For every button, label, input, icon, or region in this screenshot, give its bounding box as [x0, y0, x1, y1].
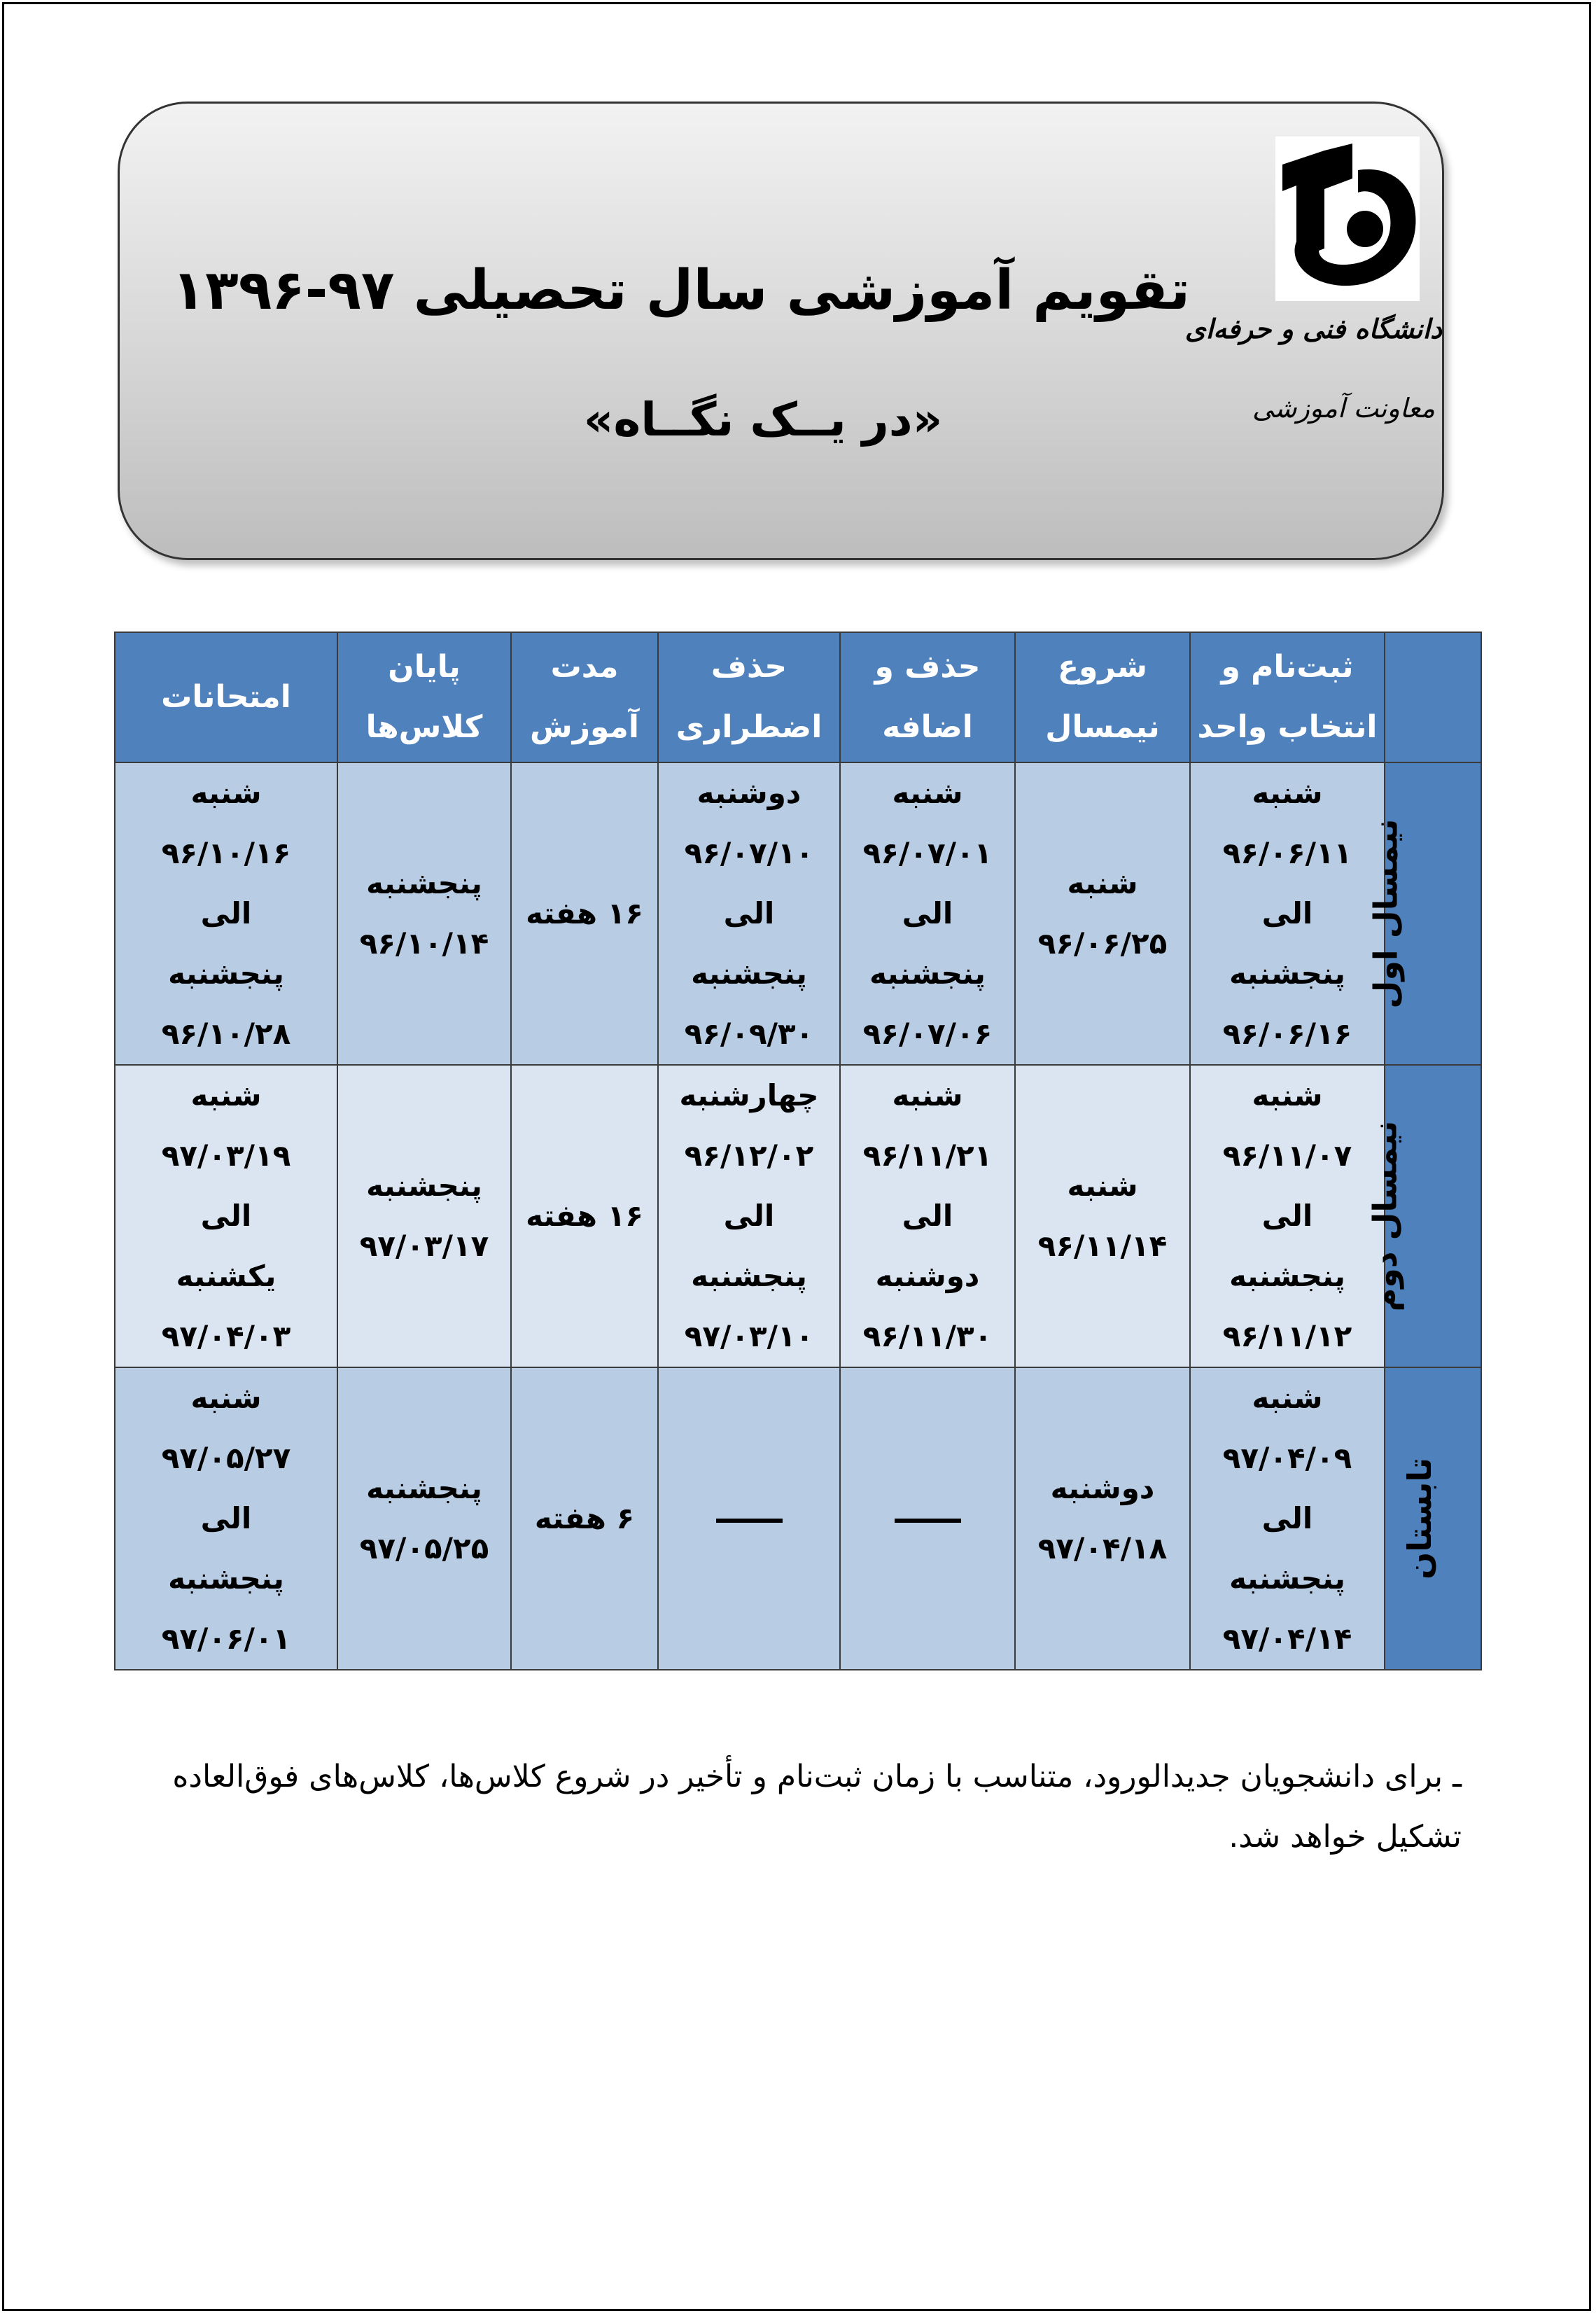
cell-line: الی [200, 896, 252, 930]
cell-line: پنجشنبه [691, 956, 807, 991]
cell-line: شنبه [190, 1381, 262, 1415]
header-classes-end: پایان کلاس‌ها [337, 632, 511, 762]
cell-line: ۹۷/۰۴/۱۴ [1222, 1621, 1352, 1656]
cell-line: ۹۷/۰۳/۱۹ [161, 1138, 291, 1173]
table-row [115, 1065, 1481, 1367]
cell-registration [1190, 1367, 1385, 1670]
cell-line: دوشنبه [696, 776, 802, 810]
cell-classes-end [337, 1065, 511, 1367]
cell-line: الی [902, 896, 953, 930]
cell-line: ۹۶/۰۷/۰۱ [862, 836, 993, 870]
cell-line: دوشنبه [875, 1259, 980, 1293]
cell-duration [511, 762, 658, 1065]
cell-line: ۹۷/۰۴/۰۳ [161, 1319, 291, 1353]
header-duration: مدت آموزش [511, 632, 658, 762]
cell-line: ۹۶/۱۲/۰۲ [684, 1138, 814, 1173]
cell-line: شنبه [1252, 1381, 1323, 1415]
cell-line: الی [200, 1501, 252, 1535]
university-logo-icon [1275, 137, 1420, 301]
cell-line: ۹۶/۱۰/۲۸ [161, 1017, 291, 1051]
cell-line: ۹۶/۱۰/۱۴ [359, 926, 489, 961]
table-row [115, 1367, 1481, 1670]
header-corner [1385, 632, 1481, 762]
cell-line: ۹۷/۰۳/۱۷ [359, 1229, 489, 1263]
cell-line: شنبه [1252, 776, 1323, 810]
cell-line: ۹۶/۰۶/۱۶ [1222, 1017, 1352, 1051]
footnote: ـ برای دانشجویان جدیدالورود، متناسب با زمان ثبت‌نام و تأخیر در شروع کلاس‌ها، کلاس‌های فوق‌العاده تشکیل خواهد شد. [172, 1759, 1462, 1855]
cell-line: ۹۶/۱۱/۳۰ [862, 1319, 993, 1353]
cell-term-start [1015, 1065, 1190, 1367]
cell-line: ۹۶/۱۱/۱۲ [1222, 1319, 1352, 1353]
cell-line: الی [1261, 896, 1313, 930]
cell-line: ۹۷/۰۳/۱۰ [684, 1319, 814, 1353]
cell-line: ۹۶/۱۱/۲۱ [862, 1138, 993, 1173]
cell-line: پنجشنبه [1229, 956, 1345, 991]
cell-line: ۹۷/۰۴/۰۹ [1222, 1441, 1352, 1475]
empty-dash [716, 1519, 783, 1523]
cell-line: الی [723, 1199, 775, 1233]
cell-line: ۹۶/۰۹/۳۰ [684, 1017, 814, 1051]
header-exams: امتحانات [115, 632, 337, 762]
term-label: نیمسال دوم [1385, 1065, 1481, 1367]
cell-line: ۱۶ هفته [526, 1199, 643, 1233]
cell-line: یکشنبه [176, 1259, 276, 1293]
cell-line: شنبه [190, 776, 262, 810]
table-row [115, 762, 1481, 1065]
header-registration: ثبت‌نام و انتخاب واحد [1190, 632, 1385, 762]
department-name: معاونت آموزشی [1252, 393, 1435, 424]
cell-term-start [1015, 762, 1190, 1065]
cell-line: ۹۷/۰۶/۰۱ [161, 1621, 291, 1656]
page-title: تقویم آموزشی سال تحصیلی ۹۷-۱۳۹۶ [172, 259, 1190, 322]
cell-line: شنبه [1252, 1078, 1323, 1112]
page-subtitle: «در یــک نگــاه» [583, 393, 943, 447]
cell-line: الی [902, 1199, 953, 1233]
cell-line: الی [1261, 1199, 1313, 1233]
header-term-start: شروع نیمسال [1015, 632, 1190, 762]
academic-calendar-table [114, 632, 1482, 1670]
cell-add-drop [840, 1367, 1015, 1670]
cell-duration [511, 1065, 658, 1367]
cell-line: شنبه [190, 1078, 262, 1112]
header-emergency-drop: حذف اضطراری [658, 632, 840, 762]
cell-line: الی [200, 1199, 252, 1233]
cell-line: ۶ هفته [534, 1501, 635, 1535]
cell-line: ۹۶/۱۰/۱۶ [161, 836, 291, 870]
cell-line: الی [1261, 1501, 1313, 1535]
empty-dash [895, 1519, 961, 1523]
cell-classes-end [337, 1367, 511, 1670]
cell-duration [511, 1367, 658, 1670]
cell-add-drop [840, 762, 1015, 1065]
cell-line: الی [723, 896, 775, 930]
cell-line: ۹۷/۰۴/۱۸ [1037, 1531, 1168, 1565]
cell-line: پنجشنبه [691, 1259, 807, 1293]
cell-line: شنبه [892, 1078, 963, 1112]
cell-line: شنبه [892, 776, 963, 810]
header-add-drop: حذف و اضافه [840, 632, 1015, 762]
cell-line: ۹۷/۰۵/۲۵ [359, 1531, 489, 1565]
cell-line: چهارشنبه [679, 1078, 819, 1112]
cell-exams [115, 1367, 337, 1670]
cell-line: دوشنبه [1050, 1471, 1155, 1505]
cell-line: شنبه [1067, 866, 1138, 900]
cell-line: ۹۶/۰۶/۲۵ [1037, 926, 1168, 961]
cell-exams [115, 762, 337, 1065]
cell-line: ۹۶/۰۶/۱۱ [1222, 836, 1352, 870]
cell-emergency-drop [658, 1367, 840, 1670]
cell-emergency-drop [658, 762, 840, 1065]
cell-term-start [1015, 1367, 1190, 1670]
cell-classes-end [337, 762, 511, 1065]
cell-line: ۱۶ هفته [526, 896, 643, 930]
cell-line: شنبه [1067, 1169, 1138, 1203]
cell-line: ۹۶/۰۷/۱۰ [684, 836, 814, 870]
cell-emergency-drop [658, 1065, 840, 1367]
cell-line: پنجشنبه [869, 956, 986, 991]
term-label: نیمسال اول [1385, 762, 1481, 1065]
cell-line: پنجشنبه [366, 1471, 482, 1505]
cell-line: ۹۶/۱۱/۱۴ [1037, 1229, 1168, 1263]
table-header-row [115, 632, 1481, 762]
cell-add-drop [840, 1065, 1015, 1367]
cell-line: پنجشنبه [1229, 1561, 1345, 1596]
term-label: تابستان [1385, 1367, 1481, 1670]
university-name: دانشگاه فنی و حرفه‌ای [1184, 313, 1442, 344]
cell-line: پنجشنبه [168, 956, 284, 991]
cell-line: ۹۶/۰۷/۰۶ [862, 1017, 993, 1051]
cell-line: ۹۷/۰۵/۲۷ [161, 1441, 291, 1475]
cell-line: پنجشنبه [366, 1169, 482, 1203]
cell-line: پنجشنبه [1229, 1259, 1345, 1293]
cell-exams [115, 1065, 337, 1367]
cell-line: ۹۶/۱۱/۰۷ [1222, 1138, 1352, 1173]
cell-line: پنجشنبه [366, 866, 482, 900]
cell-line: پنجشنبه [168, 1561, 284, 1596]
